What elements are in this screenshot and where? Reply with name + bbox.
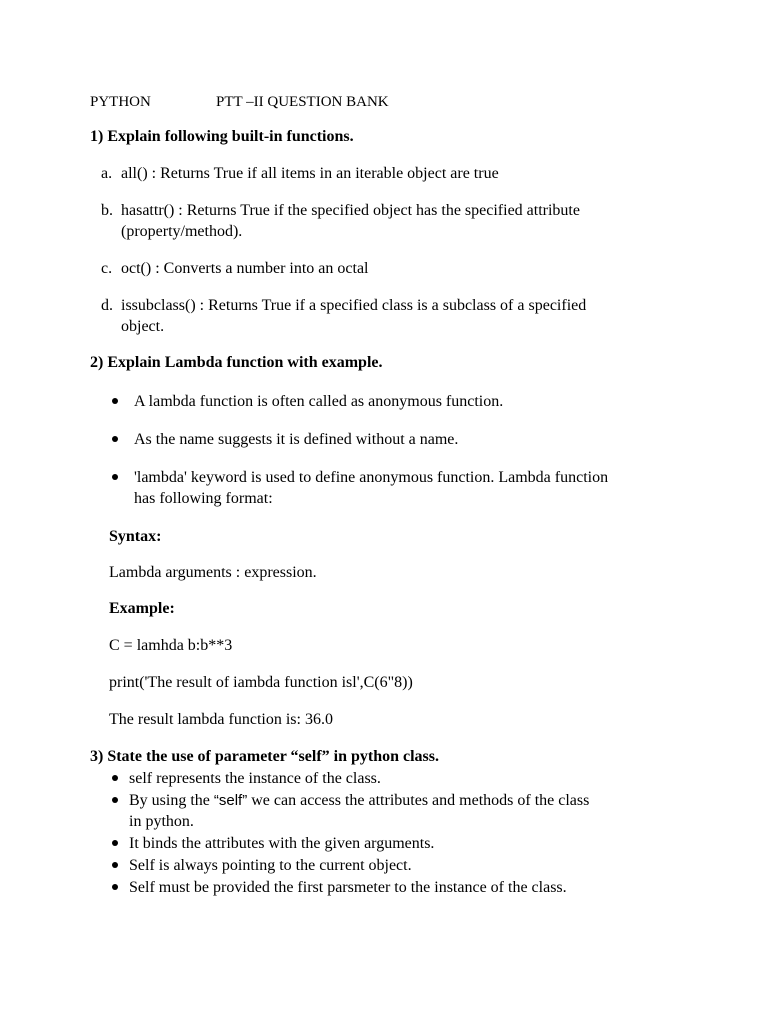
bullet-icon [112, 436, 118, 442]
list-marker: b. [101, 202, 113, 219]
bullet-icon [112, 862, 118, 868]
list-item [129, 790, 589, 811]
list-item-continuation: (property/method). [121, 223, 243, 240]
list-marker: a. [101, 165, 113, 182]
header-subject: PYTHON [90, 94, 151, 110]
list-item: all() : Returns True if all items in an iterable object are true [121, 165, 499, 182]
list-marker: d. [101, 297, 113, 314]
list-item: issubclass() : Returns True if a specified class is a subclass of a specified [121, 297, 587, 314]
q2-heading: 2) Explain Lambda function with example. [90, 354, 383, 371]
list-item: hasattr() : Returns True if the specified object has the specified attribute [121, 202, 580, 219]
example-line: C = lamhda b:b**3 [109, 637, 233, 654]
self-keyword: “self” [213, 792, 248, 809]
list-item-text: By using the [129, 792, 214, 809]
example-line: print('The result of iambda function isl',C(6"8)) [109, 674, 413, 691]
example-label: Example: [109, 600, 175, 617]
q3-heading: 3) State the use of parameter “self” in python class. [90, 748, 440, 765]
list-item: A lambda function is often called as anonymous function. [134, 393, 504, 410]
bullet-icon [112, 797, 118, 803]
syntax-label: Syntax: [109, 528, 162, 545]
bullet-icon [112, 398, 118, 404]
syntax-text: Lambda arguments : expression. [109, 564, 317, 581]
example-line: The result lambda function is: 36.0 [109, 711, 333, 728]
bullet-icon [112, 884, 118, 890]
list-item: self represents the instance of the class. [129, 770, 381, 787]
bullet-icon [112, 775, 118, 781]
q1-heading: 1) Explain following built-in functions. [90, 128, 354, 145]
list-item-text: we can access the attributes and methods of the class [247, 792, 590, 809]
list-item: As the name suggests it is defined without a name. [134, 431, 459, 448]
list-item: Self is always pointing to the current object. [129, 857, 412, 874]
list-item-continuation: in python. [129, 813, 194, 830]
list-item: 'lambda' keyword is used to define anonymous function. Lambda function [134, 469, 609, 486]
list-item-continuation: object. [121, 318, 165, 335]
bullet-icon [112, 840, 118, 846]
list-item: oct() : Converts a number into an octal [121, 260, 369, 277]
header-title: PTT –II QUESTION BANK [216, 94, 389, 110]
list-item: It binds the attributes with the given arguments. [129, 835, 435, 852]
list-item-continuation: has following format: [134, 490, 273, 507]
list-item: Self must be provided the first parsmeter to the instance of the class. [129, 879, 567, 896]
bullet-icon [112, 474, 118, 480]
list-marker: c. [101, 260, 113, 277]
